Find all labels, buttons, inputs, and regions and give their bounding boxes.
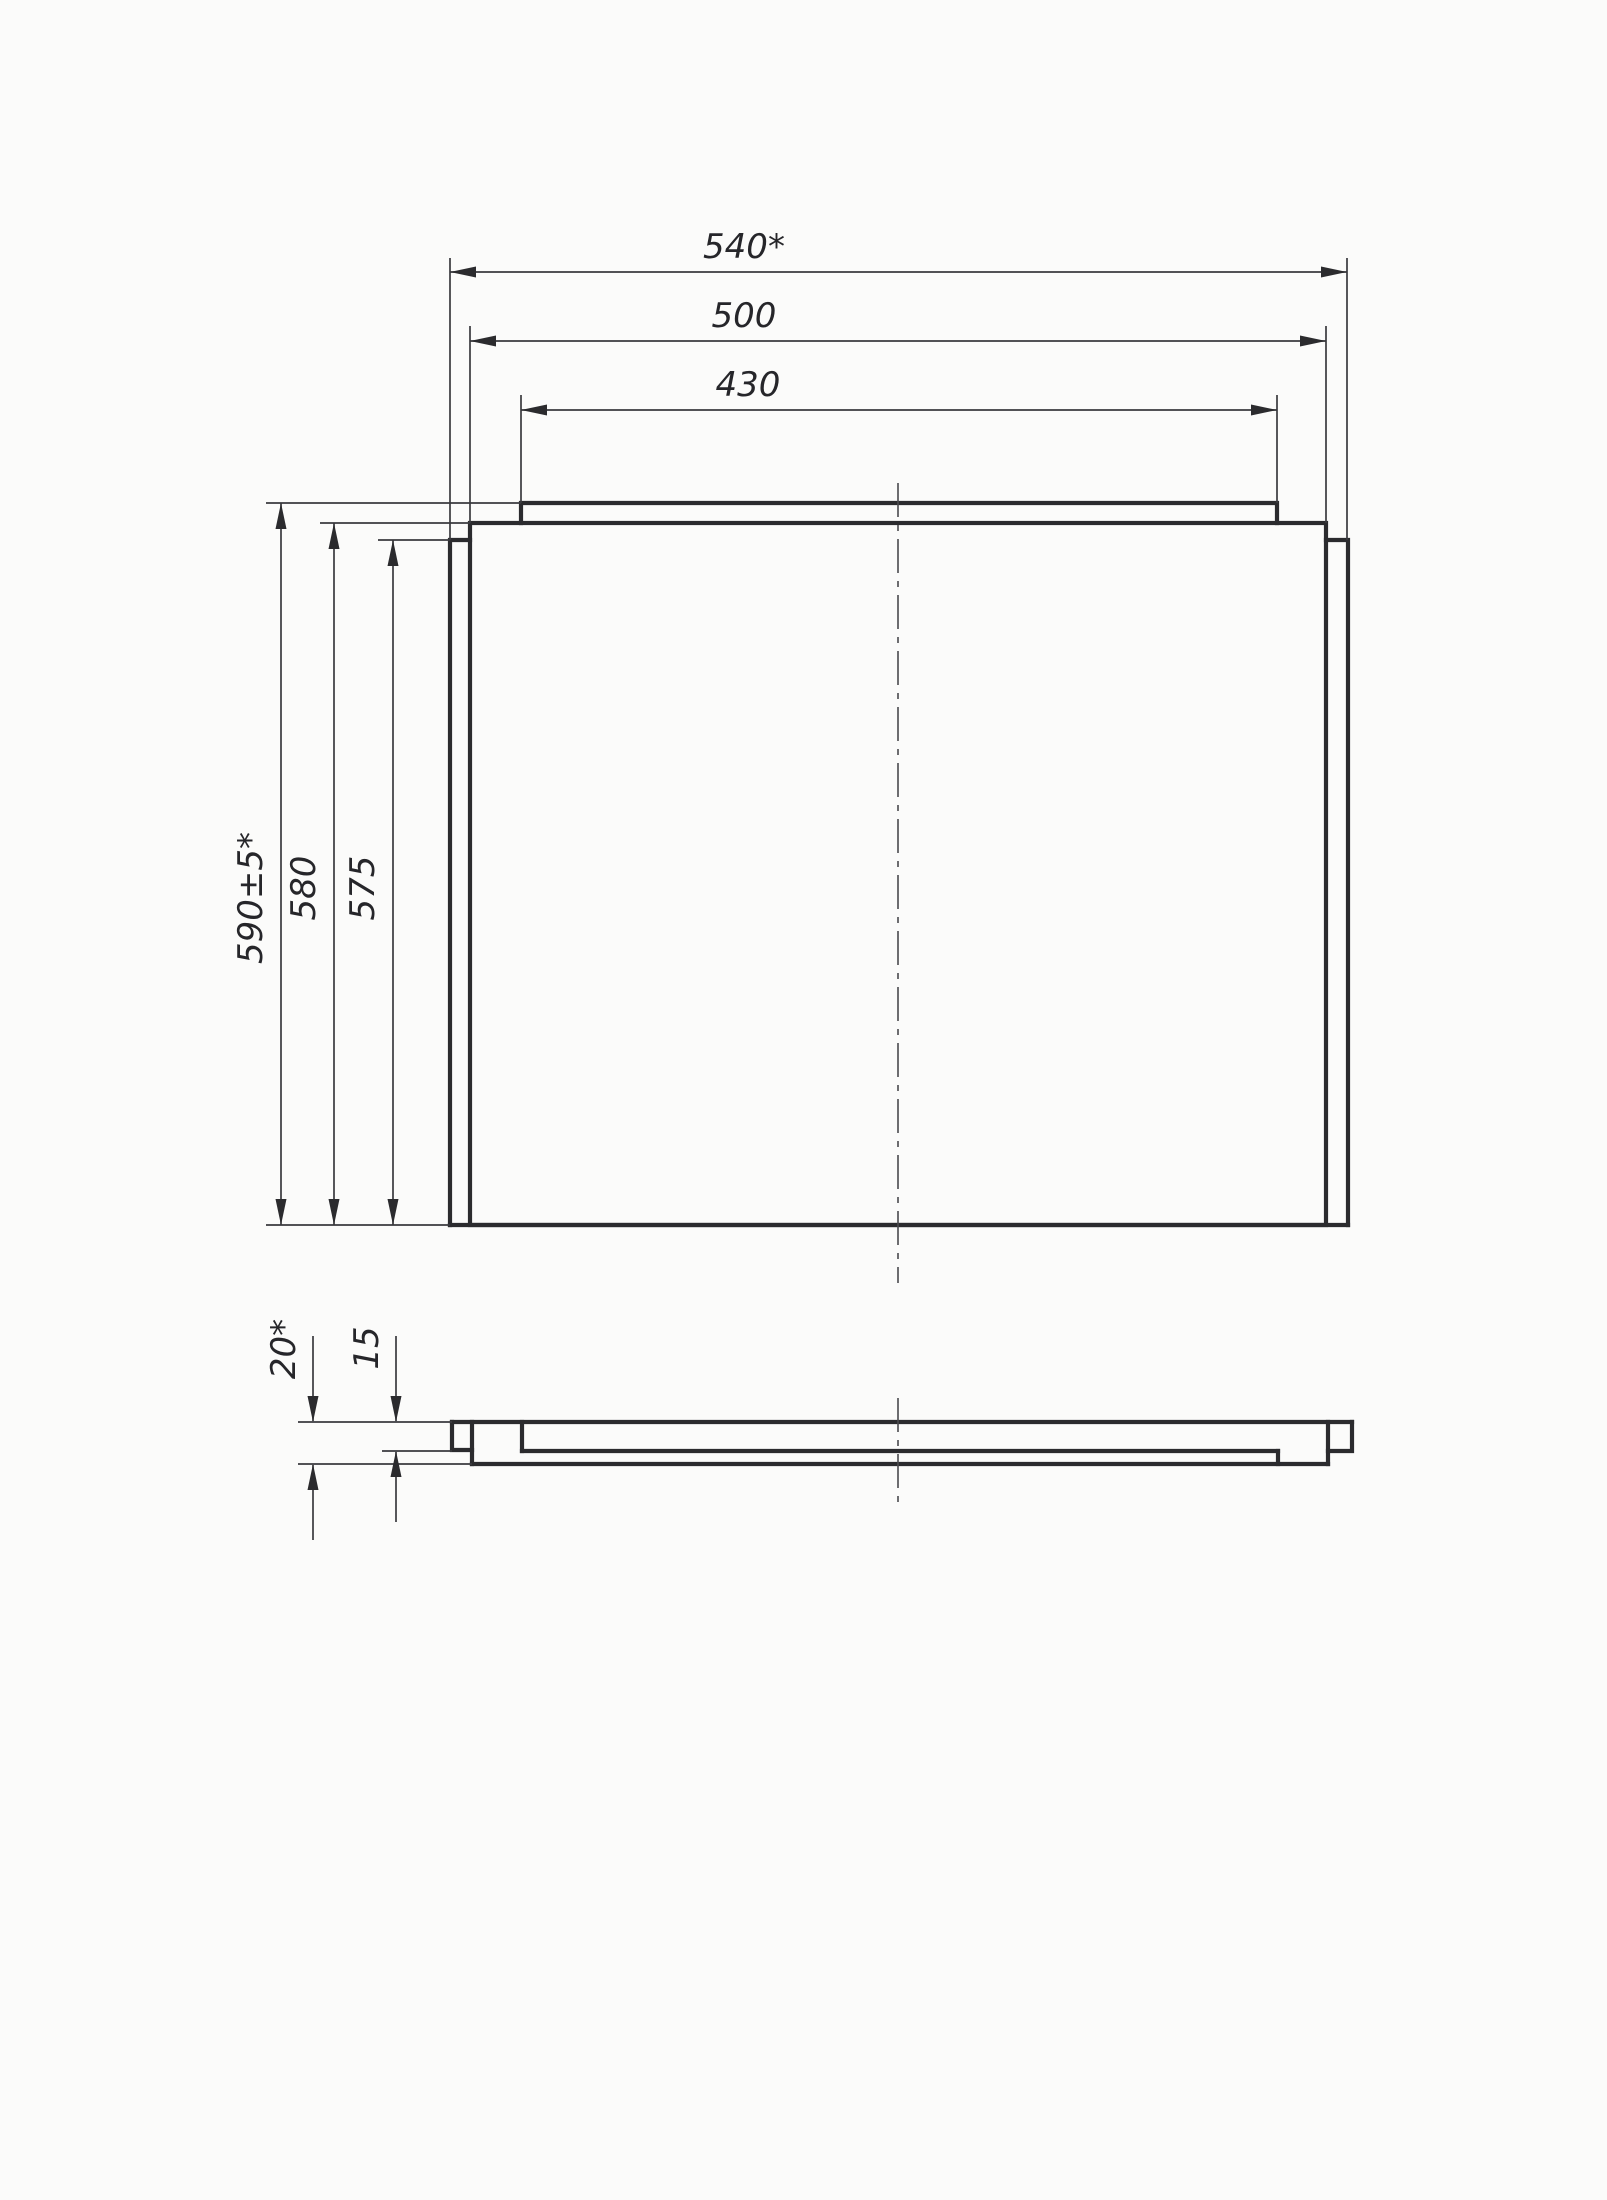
left-side-rail-outline <box>450 540 470 1225</box>
right-side-rail-outline <box>1326 540 1348 1225</box>
dim-label-overall-height: 590±5* <box>231 831 271 965</box>
arrowhead-bottom <box>388 1199 399 1225</box>
arrowhead-down <box>308 1396 319 1422</box>
front-extension-lines <box>266 258 1347 1225</box>
dim-label-overall-width: 540* <box>703 227 785 267</box>
arrowhead-top <box>329 523 340 549</box>
dim-label-panel-height: 580 <box>284 855 324 921</box>
dim-top-rail-width <box>521 365 1277 416</box>
dim-label-side-rail-height: 575 <box>343 855 383 921</box>
top-view <box>452 1398 1352 1502</box>
top-rail-outline <box>521 503 1277 523</box>
front-view <box>450 483 1348 1283</box>
arrowhead-right <box>1300 336 1326 347</box>
dim-side-rail-height <box>343 540 399 1225</box>
arrowhead-bottom <box>276 1199 287 1225</box>
dim-label-top-rail-width: 430 <box>715 365 781 405</box>
dim-overall-thickness <box>264 1319 319 1540</box>
arrowhead-left <box>450 267 476 278</box>
right-end-piece <box>1328 1422 1352 1451</box>
dim-panel-thickness <box>347 1326 402 1522</box>
arrowhead-right <box>1251 405 1277 416</box>
arrowhead-top <box>276 503 287 529</box>
arrowhead-top <box>388 540 399 566</box>
arrowhead-up <box>308 1464 319 1490</box>
arrowhead-right <box>1321 267 1347 278</box>
left-end-piece <box>452 1422 472 1450</box>
dim-label-overall-thickness: 20* <box>264 1318 304 1380</box>
arrowhead-left <box>521 405 547 416</box>
arrowhead-down <box>391 1396 402 1422</box>
dim-label-panel-thickness: 15 <box>347 1326 387 1370</box>
dim-overall-height <box>231 503 287 1225</box>
arrowhead-left <box>470 336 496 347</box>
dim-panel-height <box>284 523 340 1225</box>
dim-panel-width <box>470 296 1326 347</box>
top-view-extension-lines <box>298 1422 472 1464</box>
dim-overall-width <box>450 227 1347 278</box>
arrowhead-bottom <box>329 1199 340 1225</box>
dim-label-panel-width: 500 <box>711 296 777 336</box>
